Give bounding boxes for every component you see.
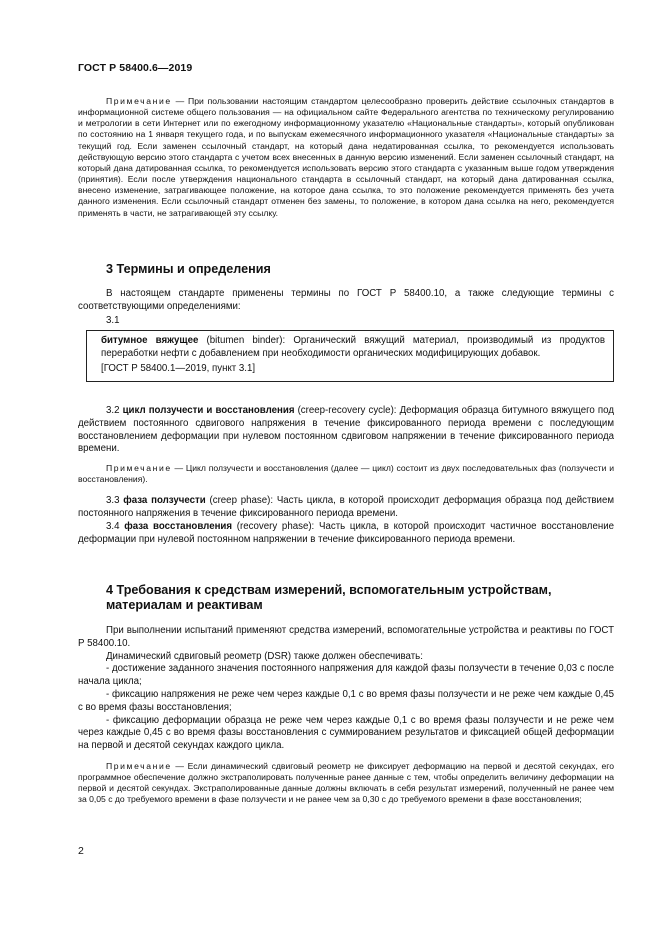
section-4-body [78, 625, 614, 753]
list-item: - фиксацию деформации образца не реже чем через каждые 0,1 с во время фазы ползучести и не реже чем через каждые 0,45 с во время фазы восстановления с суммированием результатов и фиксацией общей деформации на первой и десятой секундах каждого цикла. [78, 714, 614, 752]
section-4-heading: 4 Требования к средствам измерений, вспомогательным устройствам, материалам и реактивам [106, 583, 552, 612]
section-4-paragraph-1: При выполнении испытаний применяют средства измерений, вспомогательные устройства и реактивы по ГОСТ Р 58400.10. [78, 625, 614, 649]
reference-note [78, 96, 614, 219]
term-3-2-term: цикл ползучести и восстановления [122, 405, 295, 416]
term-3-3-term: фаза ползучести [123, 495, 206, 506]
section-3-heading: 3 Термины и определения [106, 262, 271, 276]
section-3-intro: В настоящем стандарте применены термины по ГОСТ Р 58400.10, а также следующие термины с соответствующими определениями: [78, 288, 614, 312]
term-3-3: 3.3 фаза ползучести (creep phase): Часть цикла, в которой происходит деформация образца под действием постоянного напряжения в течение фиксированного периода времени. [78, 495, 614, 519]
term-3-1-term: битумное вяжущее [101, 335, 199, 346]
section-4-note: Примечание — Если динамический сдвиговый реометр не фиксирует деформацию на первой и десятой секундах, его программное обеспечение должно экстраполировать полученные ранее данные с тем, чтобы определить величину деформации на первой и десятой секундах. Экстраполированные данные должны включать в себя результат измерений, полученный не ранее чем за 0,05 с до требуемого времени в фазе ползучести и не ранее чем за 0,30 с до требуемого времени в фазе восстановления; [78, 761, 614, 805]
note-text: — При пользовании настоящим стандартом целесообразно проверить действие ссылочных стандартов в информационной системе общего пользования — на официальном сайте Федерального агентства по техническому регулированию и метрологии в сети Интернет или по ежегодному информационному указателю «Национальные стандарты», который опубликован по состоянию на 1 января текущего года, и по выпускам ежемесячного информационного указателя «Национальные стандарты» за текущий год. Если заменен ссылочный стандарт, на который дана недатированная ссылка, то рекомендуется использовать действующую версию этого стандарта с учетом всех внесенных в данную версию изменений. Если заменен ссылочный стандарт, на который дана датированная ссылка, то рекомендуется использовать версию этого стандарта с указанным выше годом утверждения (принятия). Если после утверждения национального стандарта в ссылочный стандарт, на который дана датированная ссылка, внесено изменение, затрагивающее положение, на которое дана ссылка, то это положение рекомендуется применять без учета данного изменения. Если ссылочный стандарт отменен без замены, то положение, в котором дана ссылка на него, рекомендуется применять в части, не затрагивающей эту ссылку. [78, 96, 614, 218]
term-3-1-box [86, 330, 614, 382]
term-3-2-note: Примечание — Цикл ползучести и восстановления (далее — цикл) состоит из двух последовательных фаз (ползучести и восстановления). [78, 463, 614, 485]
document-header: ГОСТ Р 58400.6—2019 [78, 62, 193, 74]
note-label: Примечание [106, 96, 172, 106]
term-3-1-number: 3.1 [106, 315, 120, 326]
term-3-4: 3.4 фаза восстановления (recovery phase): Часть цикла, в которой происходит частичное восстановление деформации при нулевой постоянном напряжении в течение фиксированного периода времени. [78, 521, 614, 545]
page-number: 2 [78, 845, 84, 857]
term-3-1-source: [ГОСТ Р 58400.1—2019, пункт 3.1] [101, 363, 256, 375]
term-3-2: 3.2 цикл ползучести и восстановления (creep-recovery cycle): Деформация образца битумного вяжущего под действием постоянного сдвигового напряжения в течение фиксированного периода времени с последующим восстановлением деформации при нулевом постоянном сдвиговом напряжении в течение фиксированного периода времени. [78, 405, 614, 455]
term-3-4-term: фаза восстановления [124, 521, 233, 532]
list-item: - фиксацию напряжения не реже чем через каждые 0,1 с во время фазы ползучести и не реже чем каждые 0,45 с во время фазы восстановления; [78, 688, 614, 713]
term-3-1-definition: битумное вяжущее (bitumen binder): Органический вяжущий материал, производимый из продуктов переработки нефти с добавлением при необходимости органических модифицирующих добавок. [101, 335, 605, 359]
list-item: - достижение заданного значения постоянного напряжения для каждой фазы ползучести в течение 0,03 с после начала цикла; [78, 663, 614, 688]
section-4-paragraph-2: Динамический сдвиговый реометр (DSR) также должен обеспечивать: [106, 650, 423, 662]
